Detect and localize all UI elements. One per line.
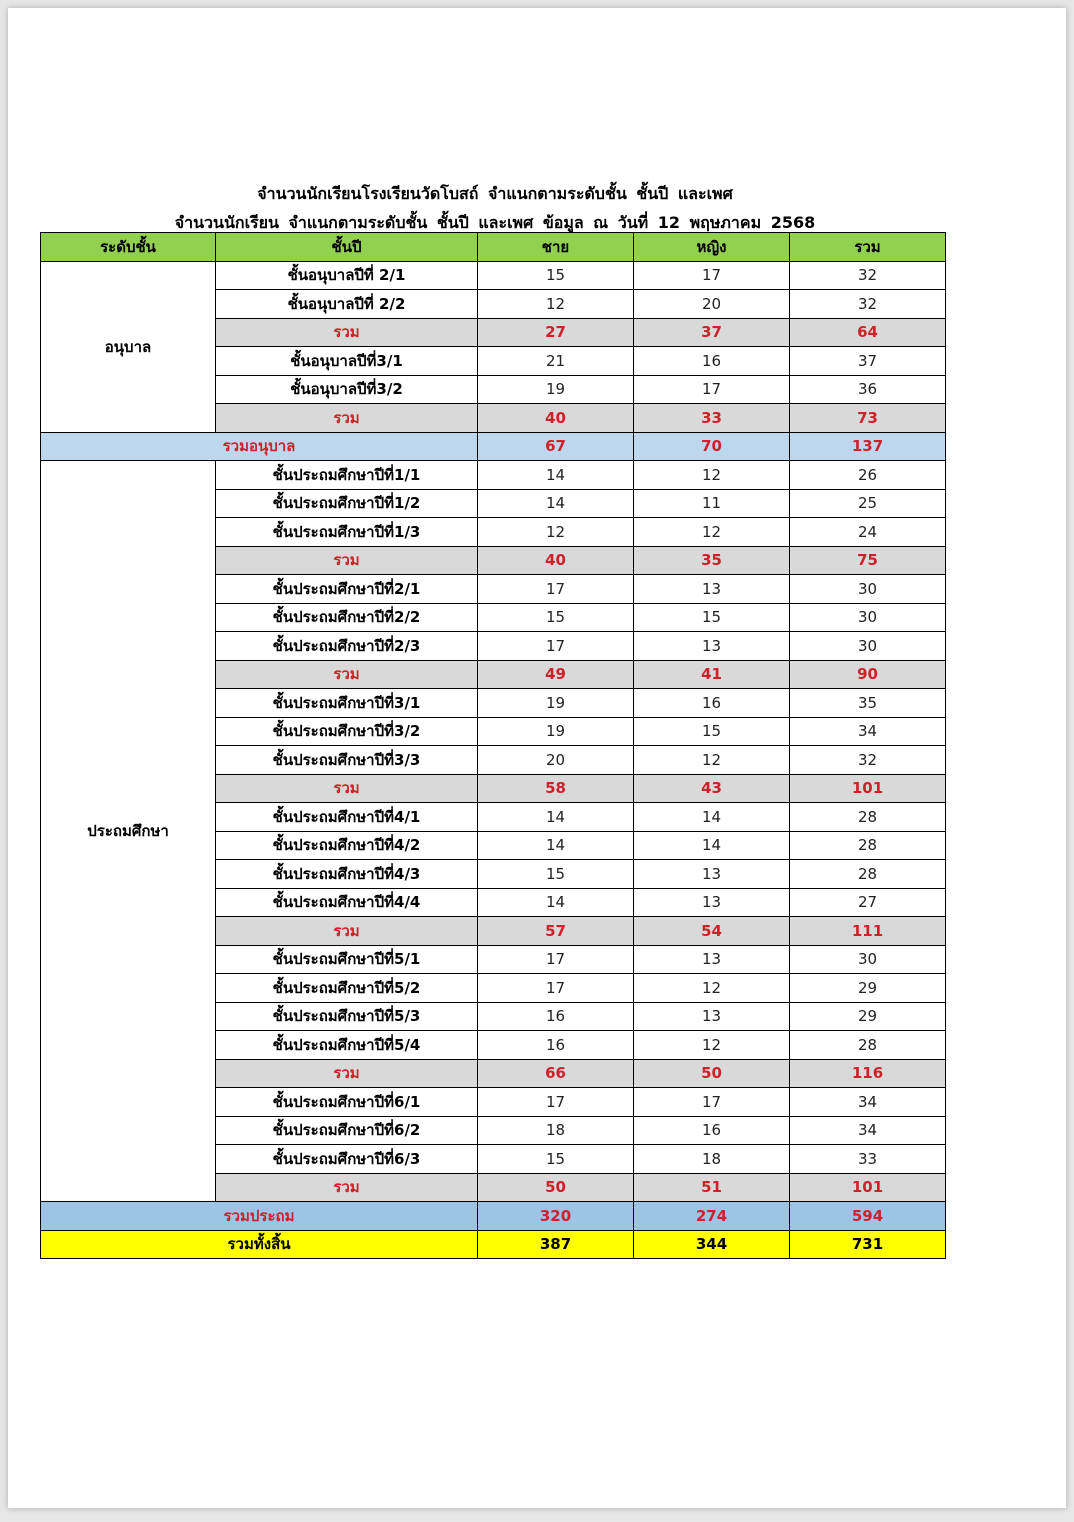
header-total: รวม [790,233,946,262]
subtotal-label: รวม [216,774,478,803]
male-count: 19 [478,717,634,746]
female-count: 70 [634,432,790,461]
student-count-table [40,232,946,1259]
level-label: อนุบาล [41,261,216,432]
female-count: 35 [634,546,790,575]
male-count: 19 [478,375,634,404]
total-count: 32 [790,261,946,290]
female-count: 43 [634,774,790,803]
total-count: 101 [790,1173,946,1202]
total-count: 33 [790,1145,946,1174]
class-name: ชั้นประถมศึกษาปีที่2/3 [216,632,478,661]
subtotal-label: รวม [216,1059,478,1088]
male-count: 49 [478,660,634,689]
male-count: 16 [478,1002,634,1031]
class-name: ชั้นประถมศึกษาปีที่4/3 [216,860,478,889]
female-count: 13 [634,860,790,889]
male-count: 57 [478,917,634,946]
female-count: 13 [634,1002,790,1031]
class-name: ชั้นอนุบาลปีที่ 2/1 [216,261,478,290]
female-count: 17 [634,261,790,290]
female-count: 54 [634,917,790,946]
female-count: 50 [634,1059,790,1088]
male-count: 14 [478,803,634,832]
grand-total-label: รวมทั้งสิ้น [41,1230,478,1259]
class-name: ชั้นประถมศึกษาปีที่6/1 [216,1088,478,1117]
female-count: 41 [634,660,790,689]
male-count: 12 [478,290,634,319]
female-count: 16 [634,689,790,718]
subtotal-label: รวม [216,404,478,433]
total-count: 34 [790,717,946,746]
header-male: ชาย [478,233,634,262]
total-count: 34 [790,1088,946,1117]
male-count: 19 [478,689,634,718]
female-count: 13 [634,888,790,917]
total-count: 73 [790,404,946,433]
male-count: 15 [478,603,634,632]
table-header-row [41,233,946,262]
male-count: 14 [478,831,634,860]
section-total-label: รวมอนุบาล [41,432,478,461]
male-count: 17 [478,632,634,661]
class-name: ชั้นประถมศึกษาปีที่5/3 [216,1002,478,1031]
total-count: 30 [790,603,946,632]
class-name: ชั้นอนุบาลปีที่ 2/2 [216,290,478,319]
female-count: 17 [634,1088,790,1117]
male-count: 20 [478,746,634,775]
male-count: 66 [478,1059,634,1088]
class-name: ชั้นประถมศึกษาปีที่5/4 [216,1031,478,1060]
section-total-label: รวมประถม [41,1202,478,1231]
male-count: 21 [478,347,634,376]
total-count: 30 [790,632,946,661]
male-count: 40 [478,546,634,575]
total-count: 29 [790,974,946,1003]
total-count: 24 [790,518,946,547]
male-count: 17 [478,575,634,604]
male-count: 17 [478,945,634,974]
class-name: ชั้นประถมศึกษาปีที่4/1 [216,803,478,832]
total-count: 30 [790,575,946,604]
total-count: 28 [790,1031,946,1060]
male-count: 40 [478,404,634,433]
class-name: ชั้นประถมศึกษาปีที่3/3 [216,746,478,775]
total-count: 90 [790,660,946,689]
female-count: 274 [634,1202,790,1231]
grand-total-row [41,1230,946,1259]
class-name: ชั้นประถมศึกษาปีที่3/1 [216,689,478,718]
female-count: 51 [634,1173,790,1202]
female-count: 16 [634,347,790,376]
total-count: 37 [790,347,946,376]
class-name: ชั้นประถมศึกษาปีที่5/1 [216,945,478,974]
male-count: 14 [478,888,634,917]
class-name: ชั้นประถมศึกษาปีที่4/4 [216,888,478,917]
subtotal-label: รวม [216,1173,478,1202]
subtotal-label: รวม [216,917,478,946]
total-count: 26 [790,461,946,490]
class-name: ชั้นประถมศึกษาปีที่1/3 [216,518,478,547]
table-body [41,233,946,1259]
female-count: 12 [634,518,790,547]
female-count: 344 [634,1230,790,1259]
male-count: 16 [478,1031,634,1060]
total-count: 27 [790,888,946,917]
female-count: 13 [634,632,790,661]
class-name: ชั้นประถมศึกษาปีที่1/2 [216,489,478,518]
subtotal-label: รวม [216,318,478,347]
total-count: 731 [790,1230,946,1259]
primary-total-row [41,1202,946,1231]
total-count: 32 [790,746,946,775]
header-level: ระดับชั้น [41,233,216,262]
female-count: 20 [634,290,790,319]
female-count: 17 [634,375,790,404]
document-subtitle: จำนวนนักเรียน จำแนกตามระดับชั้น ชั้นปี และเพศ ข้อมูล ณ วันที่ 12 พฤษภาคม 2568 [174,213,816,232]
class-row [41,261,946,290]
female-count: 12 [634,1031,790,1060]
total-count: 36 [790,375,946,404]
female-count: 12 [634,461,790,490]
male-count: 50 [478,1173,634,1202]
total-count: 28 [790,860,946,889]
class-name: ชั้นประถมศึกษาปีที่2/1 [216,575,478,604]
total-count: 28 [790,803,946,832]
female-count: 33 [634,404,790,433]
class-name: ชั้นประถมศึกษาปีที่1/1 [216,461,478,490]
female-count: 13 [634,945,790,974]
header-female: หญิง [634,233,790,262]
class-name: ชั้นประถมศึกษาปีที่4/2 [216,831,478,860]
male-count: 17 [478,974,634,1003]
title-block [8,180,982,238]
document-page [8,8,1066,1508]
male-count: 15 [478,1145,634,1174]
male-count: 320 [478,1202,634,1231]
class-row [41,461,946,490]
class-name: ชั้นประถมศึกษาปีที่3/2 [216,717,478,746]
total-count: 75 [790,546,946,575]
total-count: 34 [790,1116,946,1145]
female-count: 12 [634,974,790,1003]
total-count: 137 [790,432,946,461]
class-name: ชั้นประถมศึกษาปีที่2/2 [216,603,478,632]
total-count: 101 [790,774,946,803]
total-count: 25 [790,489,946,518]
female-count: 14 [634,803,790,832]
class-name: ชั้นประถมศึกษาปีที่6/3 [216,1145,478,1174]
female-count: 14 [634,831,790,860]
male-count: 67 [478,432,634,461]
male-count: 387 [478,1230,634,1259]
male-count: 15 [478,860,634,889]
male-count: 15 [478,261,634,290]
female-count: 37 [634,318,790,347]
female-count: 11 [634,489,790,518]
female-count: 18 [634,1145,790,1174]
subtotal-label: รวม [216,660,478,689]
male-count: 18 [478,1116,634,1145]
total-count: 28 [790,831,946,860]
male-count: 12 [478,518,634,547]
level-label: ประถมศึกษา [41,461,216,1202]
class-name: ชั้นประถมศึกษาปีที่6/2 [216,1116,478,1145]
total-count: 116 [790,1059,946,1088]
total-count: 35 [790,689,946,718]
total-count: 594 [790,1202,946,1231]
class-name: ชั้นประถมศึกษาปีที่5/2 [216,974,478,1003]
male-count: 14 [478,461,634,490]
subtotal-label: รวม [216,546,478,575]
male-count: 14 [478,489,634,518]
total-count: 32 [790,290,946,319]
document-title: จำนวนนักเรียนโรงเรียนวัดโบสถ์ จำแนกตามระดับชั้น ชั้นปี และเพศ [257,184,733,203]
total-count: 29 [790,1002,946,1031]
total-count: 111 [790,917,946,946]
female-count: 12 [634,746,790,775]
female-count: 15 [634,603,790,632]
female-count: 15 [634,717,790,746]
class-name: ชั้นอนุบาลปีที่3/2 [216,375,478,404]
male-count: 58 [478,774,634,803]
female-count: 16 [634,1116,790,1145]
total-count: 64 [790,318,946,347]
header-class: ชั้นปี [216,233,478,262]
kindergarten-total-row [41,432,946,461]
female-count: 13 [634,575,790,604]
male-count: 27 [478,318,634,347]
class-name: ชั้นอนุบาลปีที่3/1 [216,347,478,376]
total-count: 30 [790,945,946,974]
male-count: 17 [478,1088,634,1117]
